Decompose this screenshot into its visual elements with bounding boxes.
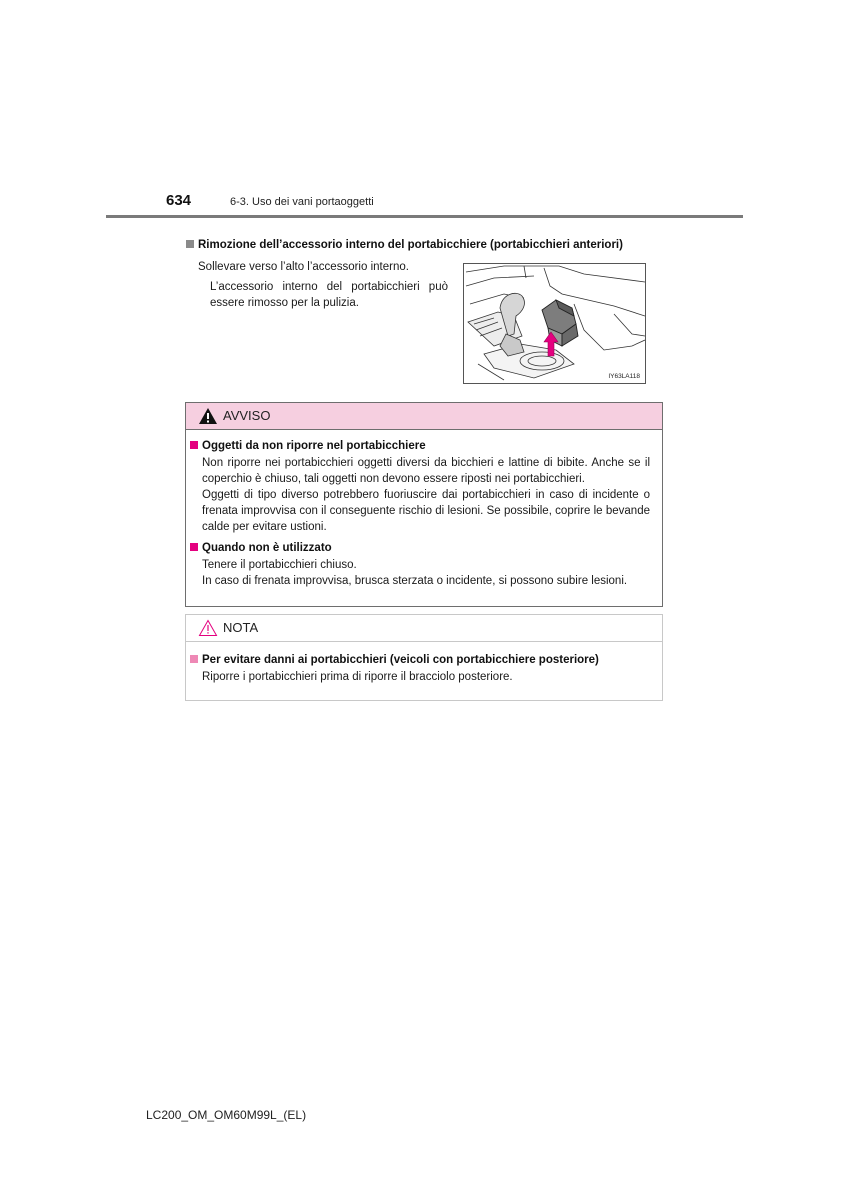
detail-text: L’accessorio interno del portabicchieri può essere rimosso per la pulizia. [210,281,448,309]
warning-item-title: Quando non è utilizzato [190,542,650,554]
warning-header [186,403,662,430]
subsection-heading-text: Rimozione dell’accessorio interno del portabicchiere (portabicchieri anteriori) [198,239,623,251]
intro-text: Sollevare verso l’alto l’accessorio interno. [198,261,409,273]
warning-box [185,402,663,607]
warning-item-text: Non riporre nei portabicchieri oggetti diversi da bicchieri e lattine di bibite. Anche se il coperchio è chiuso, tali oggetti non devono essere riposti nei portabicchieri. [202,457,650,485]
note-item-text: Riporre i portabicchieri prima di riporre il bracciolo posteriore. [202,671,513,683]
cup-holder-illustration [463,263,646,384]
note-header [186,615,662,642]
warning-label: AVVISO [223,408,271,423]
caution-triangle-icon [198,619,218,637]
footer-code: LC200_OM_OM60M99L_(EL) [146,1108,307,1122]
warning-item-text: Tenere il portabicchieri chiuso. [202,559,357,571]
square-bullet-icon [190,655,198,663]
note-item-title: Per evitare danni ai portabicchieri (veicoli con portabicchiere posteriore) [190,654,650,666]
figure-id: IY63LA118 [608,373,640,380]
square-bullet-icon [186,240,194,248]
warning-item-text: In caso di frenata improvvisa, brusca sterzata o incidente, si possono subire lesioni. [202,575,628,587]
warning-triangle-icon [198,407,218,425]
subsection-heading [186,239,623,251]
warning-body [186,430,662,589]
note-box [185,614,663,701]
console-drawing [464,264,645,383]
square-bullet-icon [190,441,198,449]
page-number: 634 [166,192,192,209]
note-body [186,642,662,685]
square-bullet-icon [190,543,198,551]
header-rule [106,215,743,218]
note-label: NOTA [223,620,259,635]
warning-item-title: Oggetti da non riporre nel portabicchiere [190,440,650,452]
section-title: 6-3. Uso dei vani portaoggetti [230,196,374,208]
warning-item-text: Oggetti di tipo diverso potrebbero fuoriuscire dai portabicchieri in caso di incidente o frenata improvvisa con il conseguente rischio di lesioni. Se possibile, coprire le bevande calde per evitare ustioni. [202,489,650,533]
